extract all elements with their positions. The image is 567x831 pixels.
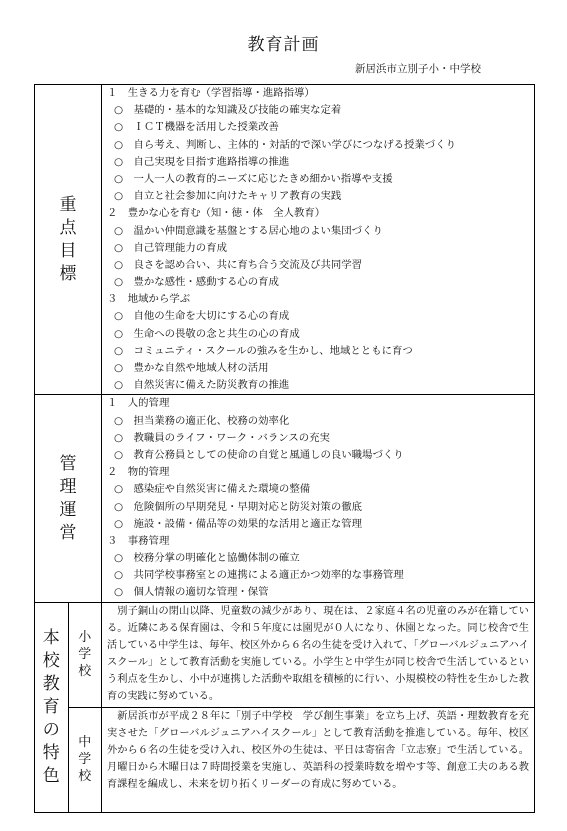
features-heading: 本校教育の特色 [42,627,60,786]
list-item: ○ 担当業務の適正化、校務の効率化 [114,414,290,427]
list-item: ○ 基礎的・基本的な知識及び技能の確実な定着 [114,104,342,117]
goals-heading-cell [35,85,102,395]
goals-section-2 [102,205,534,291]
education-plan-table [34,84,535,813]
list-item: ○ 良さを認め合い、共に育ち合う交流及び共同学習 [114,258,363,271]
list-item: ○ 自ら考え、判断し、主体的・対話的で深い学びにつなげる授業づくり [114,138,456,151]
management-section-1 [102,395,534,464]
junior-text: 新居浜市が平成２８年に「別子中学校 学び創生事業」を立ち上げ、英語・理数教育を充実させた「グローバルジュニアハイスクール」として教育活動を推進している。毎年、校区外から６名の生徒を受け入れ、校区外の生徒は、平日は寄宿舎「立志寮」で生活している。月曜日から木曜日は７時間授業を実施し、英語科の授業時数を増やす等、創意工夫のある教育課程を編成し、未来を切り拓くリーダーの育成に努めている。 [107,710,529,790]
school-name: 新居浜市立別子小・中学校 [355,63,481,75]
junior-label: 中学校 [78,735,92,785]
goals-heading: 重点目標 [59,194,77,284]
list-item: ○ コミュニティ・スクールの強みを生かし、地域とともに育つ [114,344,413,357]
management-content [102,395,535,602]
features-junior-row [35,707,535,812]
list-item: ○ 一人一人の教育的ニーズに応じたきめ細かい指導や支援 [114,172,393,185]
junior-label-cell [68,707,102,812]
list-item: ○ 自己実現を目指す進路指導の推進 [114,155,290,168]
list-item: ○ 自立と社会参加に向けたキャリア教育の実践 [114,190,342,203]
section-title: １ 人的管理 [107,397,170,410]
elementary-text: 別子銅山の閉山以降、児童数の減少があり、現在は、２家庭４名の児童のみが在籍している。近隣にある保育園は、令和５年度には園児が０人になり、休園となった。同じ校舎で生活している中学生は、毎年、校区外から６名の生徒を受け入れて、「グローバルジュニアハイスクール」として教育活動を実施している。小学生と中学生が同じ校舎で生活しているという利点を生かし、小中が連携した活動や取組を積極的に行い、小規模校の特性を生かした教育の実践に努めている。 [107,605,529,702]
list-item: ○ 自己管理能力の育成 [114,241,227,254]
list-item: ○ 教職員のライフ・ワーク・バランスの充実 [114,431,330,444]
list-item: ○ 教育公務員としての使命の自覚と風通しの良い職場づくり [114,448,404,461]
page-title: 教育計画 [247,35,320,55]
section-title: ２ 豊かな心を育む（知・徳・体 全人教育） [107,207,326,220]
section-title: ３ 地域から学ぶ [107,293,191,306]
elementary-content [102,602,535,707]
management-heading-cell [35,395,102,602]
elementary-label: 小学校 [78,630,92,680]
features-elementary-row [35,602,535,707]
management-section-2 [102,464,534,533]
management-heading: 管理運営 [59,453,77,543]
section-title: ２ 物的管理 [107,466,170,479]
goals-section-3 [102,291,534,394]
list-item: ○ 危険個所の早期発見・早期対応と防災対策の徹底 [114,500,363,513]
management-row [35,395,535,602]
list-item: ○ 感染症や自然災害に備えた環境の整備 [114,483,311,496]
junior-content [102,707,535,812]
elementary-label-cell [68,602,102,707]
list-item: ○ 温かい仲間意識を基盤とする居心地のよい集団づくり [114,224,383,237]
list-item: ○ 共同学校事務室との連携による適正かつ効率的な事務管理 [114,569,404,582]
list-item: ○ 施設・設備・備品等の効果的な活用と適正な管理 [114,517,363,530]
list-item: ○ 校務分掌の明確化と協働体制の確立 [114,552,300,565]
list-item: ○ 生命への畏敬の念と共生の心の育成 [114,327,300,340]
list-item: ○ 豊かな自然や地域人材の活用 [114,362,269,374]
goals-row [35,85,535,395]
goals-content [102,85,535,395]
section-title: ３ 事務管理 [107,534,170,547]
management-section-3 [102,533,534,602]
list-item: ○ 個人情報の適切な管理・保管 [114,586,269,599]
section-title: １ 生きる力を育む（学習指導・進路指導） [107,87,315,99]
list-item: ○ ＩＣＴ機器を活用した授業改善 [114,121,279,134]
list-item: ○ 自然災害に備えた防災教育の推進 [114,379,290,392]
list-item: ○ 自他の生命を大切にする心の育成 [114,310,290,323]
list-item: ○ 豊かな感性・感動する心の育成 [114,276,279,289]
features-heading-cell [35,602,69,812]
goals-section-1 [102,85,534,205]
